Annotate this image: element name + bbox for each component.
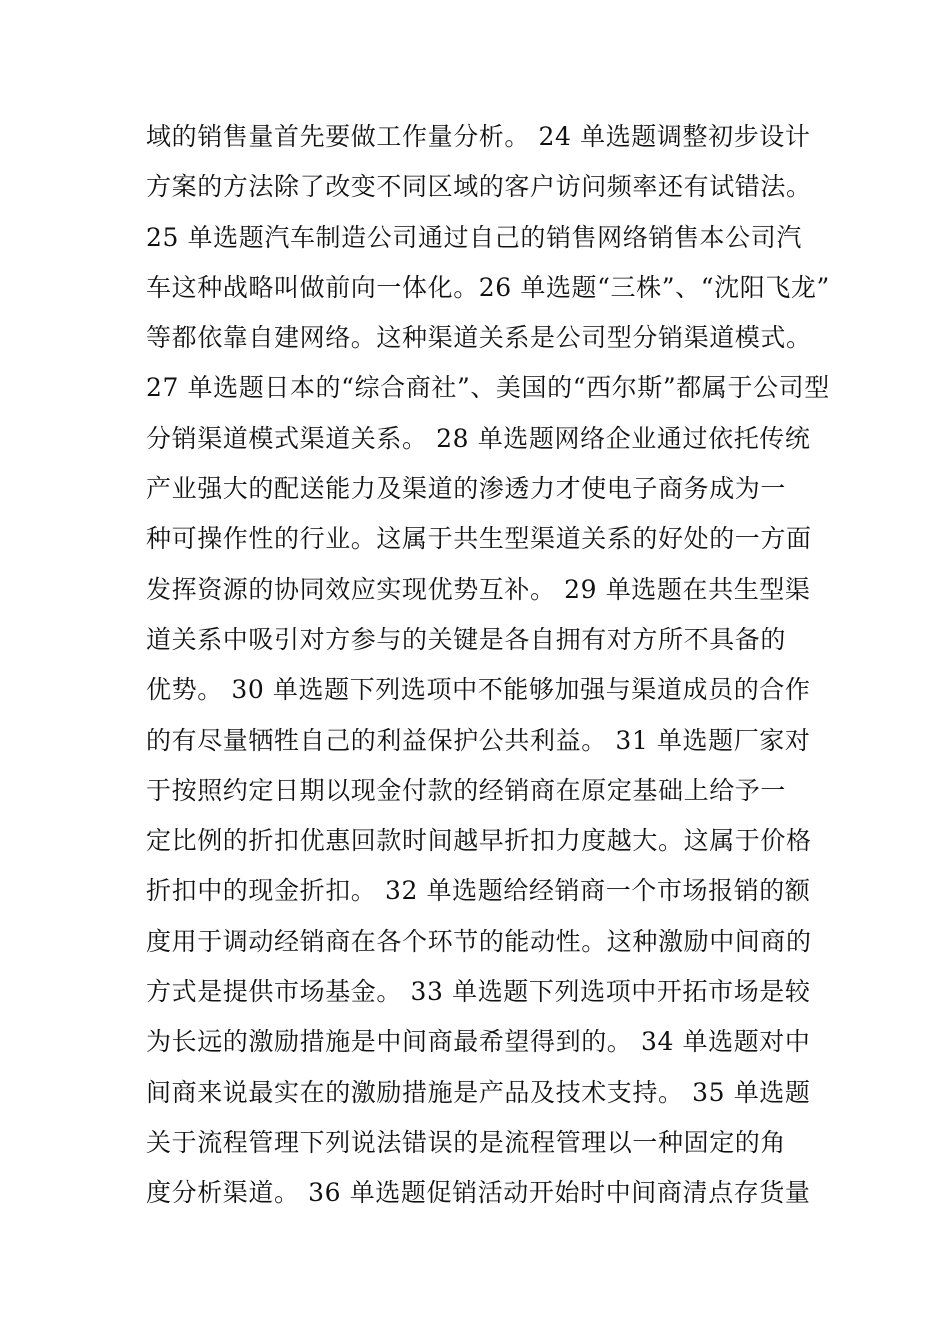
- document-text-body: [146, 112, 830, 1219]
- text-line: 折扣中的现金折扣。 32 单选题给经销商一个市场报销的额: [146, 876, 811, 906]
- text-line: 分销渠道模式渠道关系。 28 单选题网络企业通过依托传统: [146, 423, 811, 453]
- text-line: 度分析渠道。 36 单选题促销活动开始时中间商清点存货量: [146, 1178, 811, 1208]
- text-line: 优势。 30 单选题下列选项中不能够加强与渠道成员的合作: [146, 675, 811, 705]
- text-line: 27 单选题日本的“综合商社”、美国的“西尔斯”都属于公司型: [146, 373, 830, 403]
- text-line: 域的销售量首先要做工作量分析。 24 单选题调整初步设计: [146, 122, 811, 151]
- text-line: 车这种战略叫做前向一体化。26 单选题“三株”、“沈阳飞龙”: [146, 272, 830, 302]
- text-line: 种可操作性的行业。这属于共生型渠道关系的好处的一方面: [146, 524, 812, 554]
- text-line: 于按照约定日期以现金付款的经销商在原定基础上给予一: [146, 775, 787, 805]
- text-line: 产业强大的配送能力及渠道的渗透力才使电子商务成为一: [146, 474, 787, 504]
- text-line: 方式是提供市场基金。 33 单选题下列选项中开拓市场是较: [146, 977, 811, 1007]
- text-line: 的有尽量牺牲自己的利益保护公共利益。 31 单选题厂家对: [146, 725, 811, 755]
- text-line: 25 单选题汽车制造公司通过自己的销售网络销售本公司汽: [146, 222, 802, 252]
- text-line: 间商来说最实在的激励措施是产品及技术支持。 35 单选题: [146, 1077, 811, 1107]
- text-line: 为长远的激励措施是中间商最希望得到的。 34 单选题对中: [146, 1027, 811, 1057]
- text-line: 发挥资源的协同效应实现优势互补。 29 单选题在共生型渠: [146, 574, 811, 604]
- text-line: 道关系中吸引对方参与的关键是各自拥有对方所不具备的: [146, 624, 787, 654]
- text-line: 定比例的折扣优惠回款时间越早折扣力度越大。这属于价格: [146, 826, 812, 856]
- text-line: 等都依靠自建网络。这种渠道关系是公司型分销渠道模式。: [146, 323, 812, 353]
- text-line: 方案的方法除了改变不同区域的客户访问频率还有试错法。: [146, 172, 812, 202]
- text-line: 关于流程管理下列说法错误的是流程管理以一种固定的角: [146, 1127, 787, 1157]
- text-line: 度用于调动经销商在各个环节的能动性。这种激励中间商的: [146, 926, 812, 956]
